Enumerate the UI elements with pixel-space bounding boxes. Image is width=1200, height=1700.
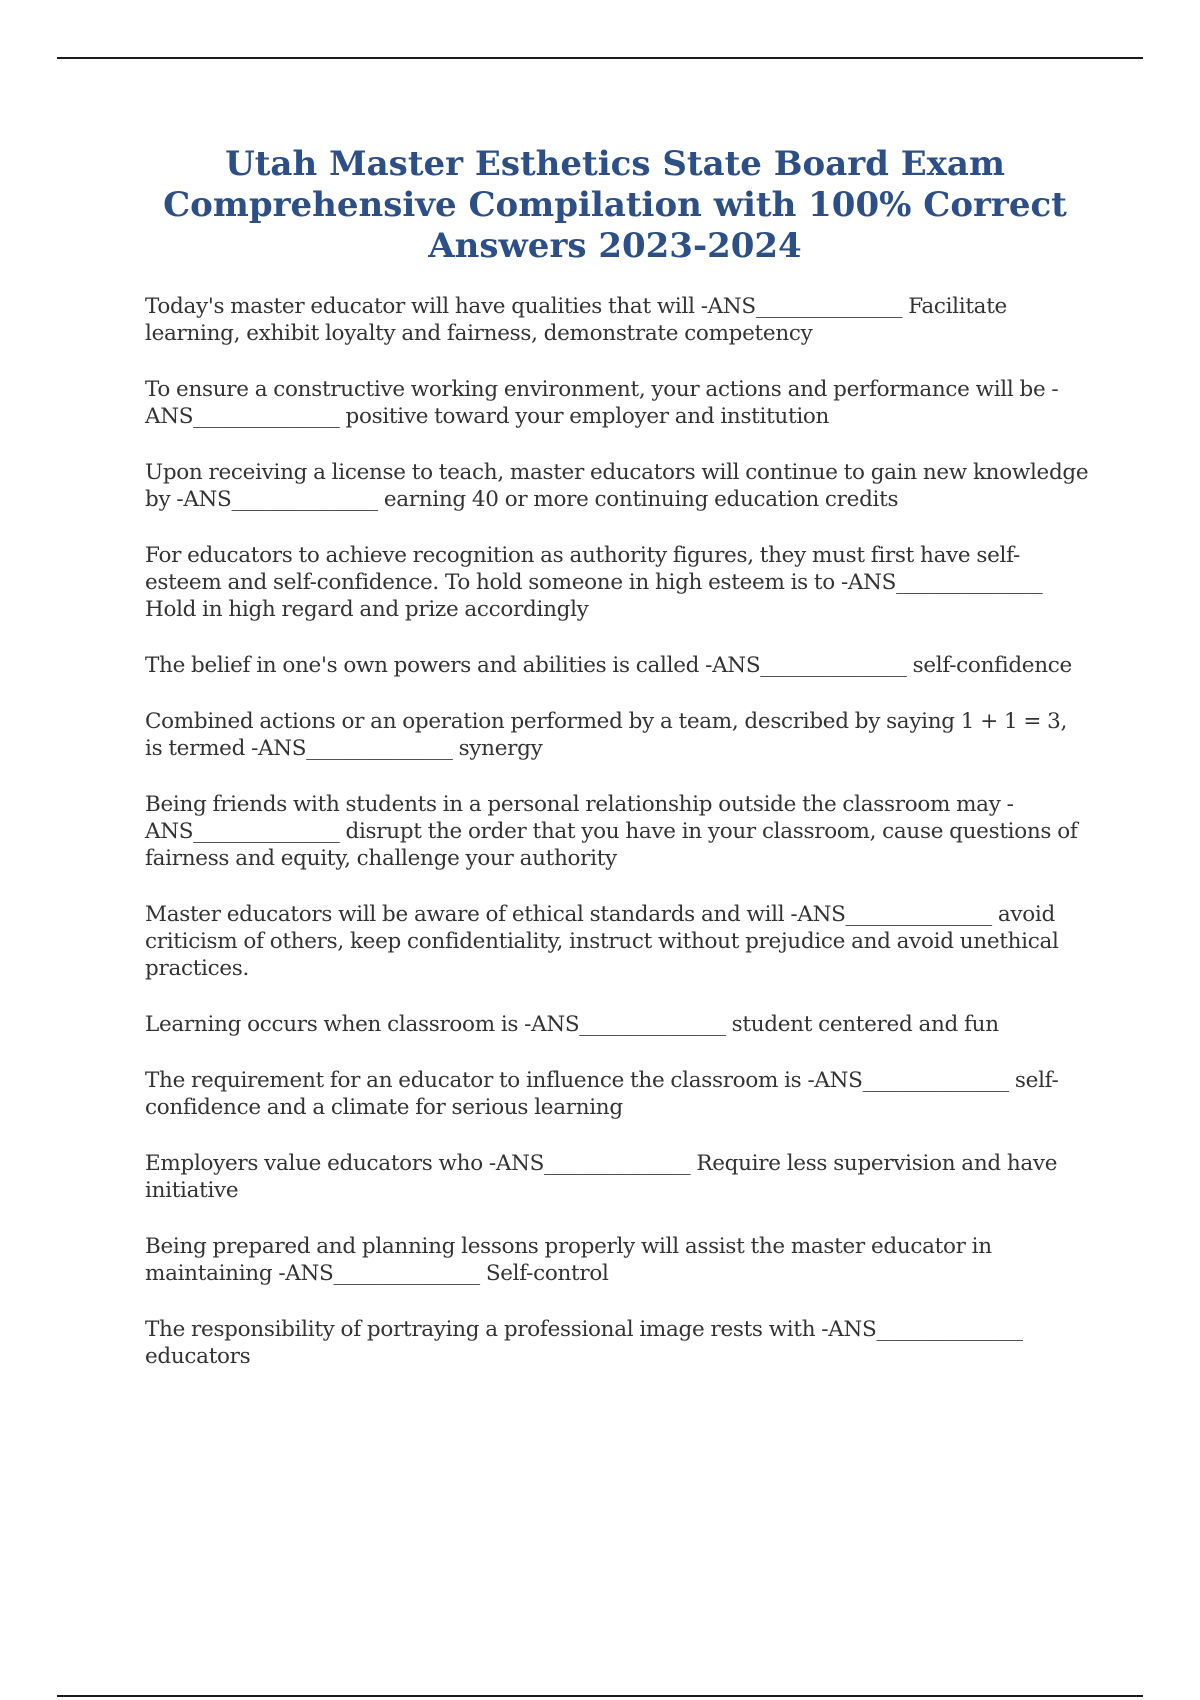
question-text: The belief in one's own powers and abilities is called - — [145, 653, 713, 678]
question-text: The responsibility of portraying a professional image rests with - — [145, 1317, 829, 1342]
document-title — [120, 144, 1110, 267]
answer-blank: ANS______________ — [707, 294, 903, 319]
qa-item-7 — [145, 791, 1090, 872]
answer-text: avoid criticism of others, keep confidentiality, instruct without prejudice and avoid unethical practices. — [145, 902, 1059, 981]
answer-text: synergy — [458, 736, 543, 761]
answer-blank: ANS______________ — [183, 487, 378, 512]
answer-blank: ANS______________ — [797, 902, 992, 927]
question-text: Learning occurs when classroom is - — [145, 1012, 532, 1037]
answer-text: Hold in high regard and prize accordingly — [145, 597, 589, 622]
answer-text: student centered and fun — [731, 1012, 999, 1037]
question-text: Master educators will be aware of ethical standards and will - — [145, 902, 798, 927]
question-text: Being friends with students in a personal relationship outside the classroom may - — [145, 792, 1014, 817]
qa-item-9 — [145, 1011, 1090, 1038]
qa-list — [145, 293, 1090, 1399]
answer-blank: ANS______________ — [285, 1261, 480, 1286]
question-text: Employers value educators who - — [145, 1151, 496, 1176]
bottom-rule — [57, 1695, 1143, 1697]
answer-blank: ANS______________ — [712, 653, 907, 678]
question-text: For educators to achieve recognition as authority figures, they must first have self-esteem and self-confidence. To hold someone in high esteem is to - — [145, 543, 1020, 595]
qa-item-10 — [145, 1067, 1090, 1121]
answer-text: positive toward your employer and institution — [345, 404, 830, 429]
title-line-1: Utah Master Esthetics State Board Exam — [225, 144, 1005, 184]
qa-item-5 — [145, 652, 1090, 679]
answer-blank: ANS______________ — [258, 736, 453, 761]
qa-item-13 — [145, 1316, 1090, 1370]
answer-text: Require less supervision and have initiative — [145, 1151, 1058, 1203]
question-text: Being prepared and planning lessons properly will assist the master educator in maintaining - — [145, 1234, 992, 1286]
qa-item-8 — [145, 901, 1090, 982]
qa-item-6 — [145, 708, 1090, 762]
question-text: Upon receiving a license to teach, master educators will continue to gain new knowledge by - — [145, 460, 1089, 512]
answer-text: self-confidence and a climate for serious learning — [145, 1068, 1059, 1120]
top-rule — [57, 57, 1143, 59]
qa-item-3 — [145, 459, 1090, 513]
answer-blank: ANS______________ — [847, 570, 1043, 595]
question-text: To ensure a constructive working environment, your actions and performance will be - — [145, 377, 1059, 402]
answer-text: Self-control — [485, 1261, 609, 1286]
answer-blank: ANS______________ — [828, 1317, 1023, 1342]
answer-text: Facilitate learning, exhibit loyalty and fairness, demonstrate competency — [145, 294, 1007, 346]
answer-blank: ANS______________ — [495, 1151, 691, 1176]
answer-text: disrupt the order that you have in your classroom, cause questions of fairness and equity, challenge your authority — [145, 819, 1078, 871]
answer-text: self-confidence — [912, 653, 1072, 678]
qa-item-12 — [145, 1233, 1090, 1287]
qa-item-2 — [145, 376, 1090, 430]
answer-blank: ANS______________ — [145, 404, 340, 429]
answer-blank: ANS______________ — [531, 1012, 726, 1037]
title-line-2: Comprehensive Compilation with 100% Correct — [163, 185, 1067, 225]
answer-text: educators — [145, 1344, 251, 1369]
question-text: Combined actions or an operation performed by a team, described by saying 1 + 1 = 3, is termed - — [145, 709, 1068, 761]
qa-item-1 — [145, 293, 1090, 347]
question-text: The requirement for an educator to influence the classroom is - — [145, 1068, 815, 1093]
qa-item-4 — [145, 542, 1090, 623]
question-text: Today's master educator will have qualities that will - — [145, 294, 708, 319]
answer-blank: ANS______________ — [814, 1068, 1009, 1093]
answer-blank: ANS______________ — [145, 819, 340, 844]
answer-text: earning 40 or more continuing education credits — [383, 487, 899, 512]
title-line-3: Answers 2023-2024 — [428, 226, 802, 266]
qa-item-11 — [145, 1150, 1090, 1204]
